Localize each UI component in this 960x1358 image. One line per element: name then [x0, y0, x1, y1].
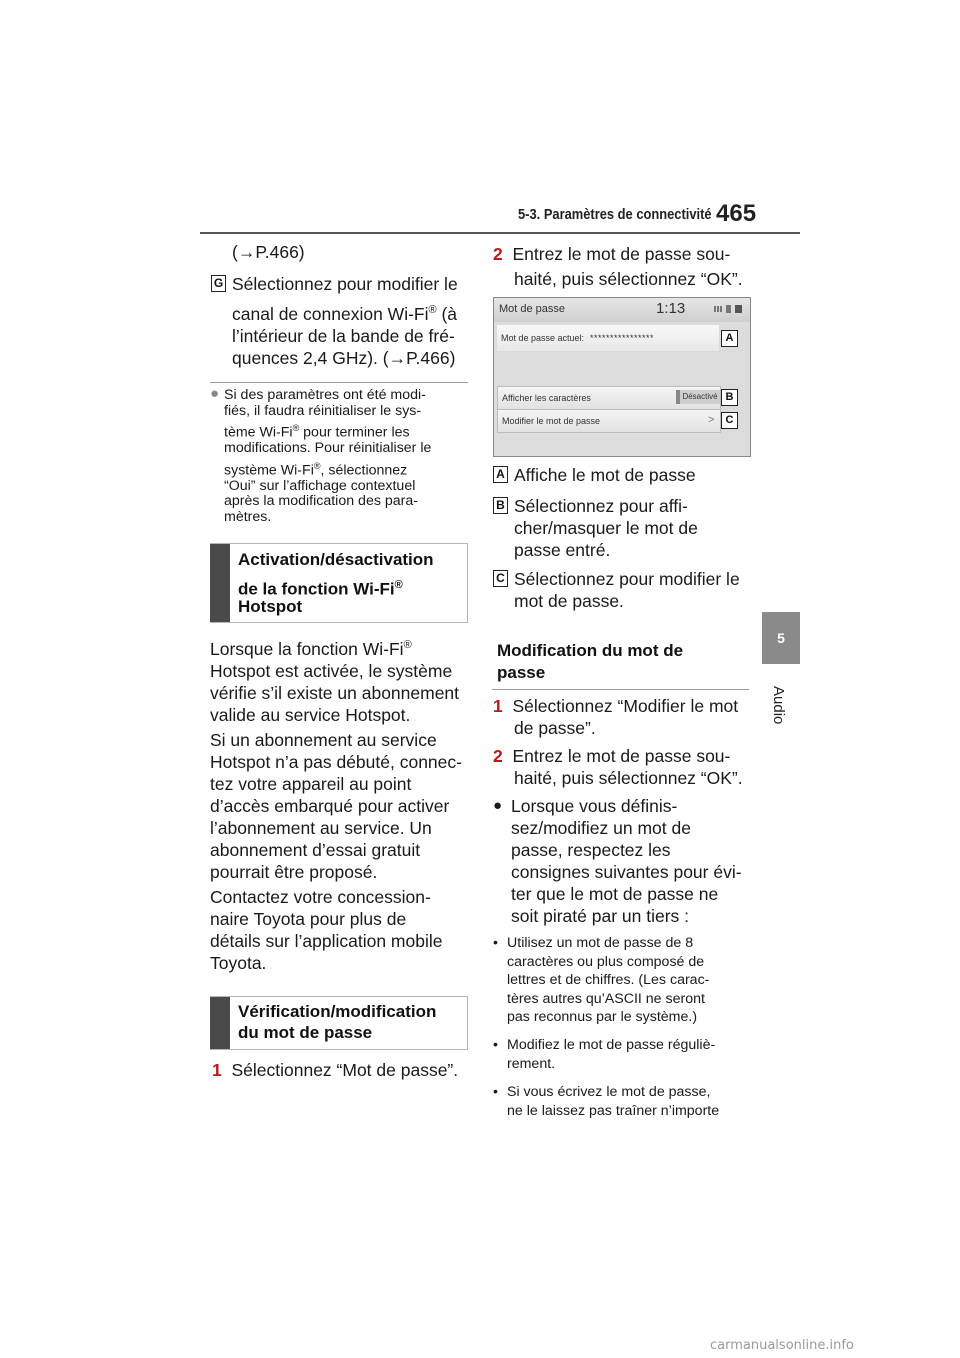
bullet-password-rules: Lorsque vous définis- sez/modifiez un mot de passe, respectez les consignes suivantes pour évi- ter que le mot de passe ne soit piraté par un tiers :	[511, 796, 742, 926]
sub-bullet-1: • Utilisez un mot de passe de 8 caractères ou plus composé de lettres et de chiffres. (Les carac- tères autres qu’ASCII ne seront pas reconnus par le système.)	[493, 935, 710, 1025]
password-screen-image	[493, 297, 751, 457]
section-heading-change-password: Modification du mot de passe	[492, 634, 749, 690]
chapter-tab: 5	[762, 612, 800, 664]
item-g-line4: quences 2,4 GHz). (→P.466)	[232, 348, 456, 368]
step-2b-right: 2 Entrez le mot de passe sou- haité, puis sélectionnez “OK”.	[493, 746, 743, 788]
step-2-right: 2 Entrez le mot de passe sou- haité, puis sélectionnez “OK”.	[493, 244, 743, 289]
header-rule	[200, 232, 800, 234]
marker-c: C	[493, 570, 508, 587]
item-b-text: Sélectionnez pour affi- cher/masquer le mot de passe entré.	[514, 496, 698, 560]
item-g-line2: canal de connexion Wi-Fi® (à	[232, 303, 458, 324]
section-header: 5-3. Paramètres de connectivité	[518, 206, 712, 223]
ref-p466: (→P.466)	[232, 242, 305, 262]
chapter-label: Audio	[770, 686, 787, 725]
chevron-right-icon: >	[708, 414, 715, 426]
current-password-row: Mot de passe actuel: ****************	[497, 325, 719, 351]
screen-clock: 1:13	[656, 300, 686, 317]
show-characters-toggle[interactable]: Désactivé	[676, 390, 720, 404]
page-number: 465	[716, 200, 757, 227]
item-g-line3: l’intérieur de la bande de fré-	[232, 326, 455, 346]
para-subscription: Si un abonnement au service Hotspot n’a pas débuté, connec- tez votre appareil au point d’accès embarqué pour activer l’abonnement au service. Un abonnement d’essai gratuit pourrait être proposé.	[210, 730, 462, 882]
status-icons	[714, 304, 744, 314]
bullet-icon: ●	[493, 797, 503, 814]
section-heading-hotspot: Activation/désactivation de la fonction Wi-Fi® Hotspot	[210, 543, 468, 623]
item-g-line1: Sélectionnez pour modifier le	[232, 274, 458, 294]
marker-a: A	[493, 466, 508, 483]
watermark: carmanualsonline.info	[710, 1338, 854, 1353]
note-text: Si des paramètres ont été modi- fiés, il faudra réinitialiser le sys- tème Wi-Fi® pour terminer les modifications. Pour réinitialiser le système Wi-Fi®, sélectionnez “Oui” sur l’affichage contextuel après la modification des para- mètres.	[224, 387, 432, 525]
item-c-text: Sélectionnez pour modifier le mot de passe.	[514, 569, 740, 611]
marker-b: B	[493, 497, 508, 514]
step-1-right: 1 Sélectionnez “Modifier le mot de passe”.	[493, 696, 739, 738]
tag-b: B	[721, 389, 738, 406]
para-contact: Contactez votre concession- naire Toyota pour plus de détails sur l’application mobile Toyota.	[210, 887, 443, 973]
step-1-left: 1 Sélectionnez “Mot de passe”.	[212, 1060, 459, 1080]
note-bullet-icon: ●	[210, 385, 220, 402]
section-heading-password-check: Vérification/modification du mot de passe	[210, 996, 468, 1050]
tag-c: C	[721, 412, 738, 429]
sub-bullet-2: • Modifiez le mot de passe réguliè- rement.	[493, 1037, 716, 1072]
change-password-row[interactable]: Modifier le mot de passe >	[497, 409, 721, 433]
show-characters-row[interactable]: Afficher les caractères Désactivé	[497, 386, 721, 410]
item-a-text: Affiche le mot de passe	[514, 465, 696, 485]
screen-title: Mot de passe	[499, 303, 566, 315]
sub-bullet-3: • Si vous écrivez le mot de passe, ne le laissez pas traîner n’importe	[493, 1084, 720, 1119]
para-hotspot-activation: Lorsque la fonction Wi-Fi® Hotspot est activée, le système vérifie s’il existe un abonnement valide au service Hotspot.	[210, 638, 460, 725]
note-separator	[210, 382, 468, 383]
marker-g: G	[211, 275, 226, 292]
tag-a: A	[721, 330, 738, 347]
